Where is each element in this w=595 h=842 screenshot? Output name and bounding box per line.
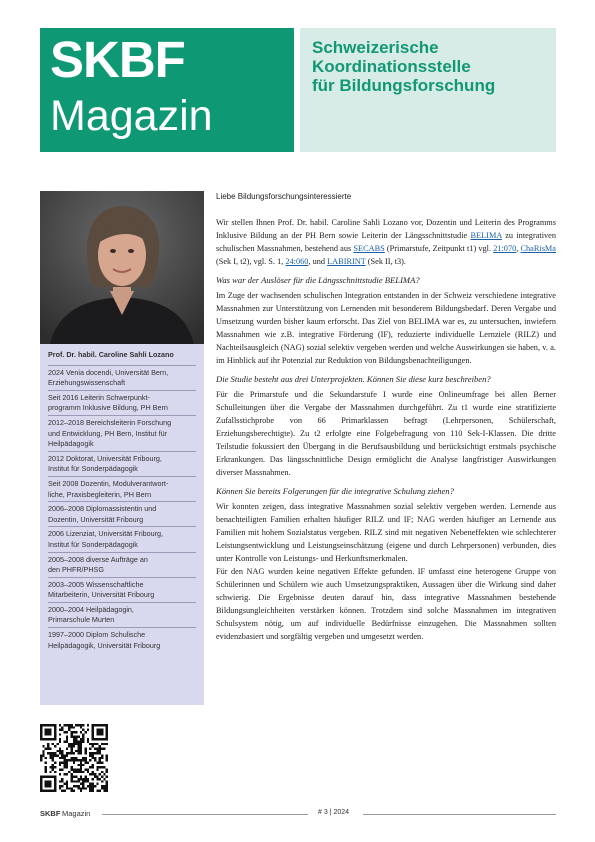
link-labirint[interactable]: LABIRINT [327,257,366,266]
question-1: Was war der Auslöser für die Längsschnittstudie BELIMA? [216,275,420,285]
intro-paragraph: Wir stellen Ihnen Prof. Dr. habil. Caroline Sahli Lozano vor, Dozentin und Leiterin des Programms Inklusive Bildung an der PH Bern sowie Leiterin der Längsschnittstudie BELIMA zu integrativen schulischen Massnahmen, bestehend aus SECABS (Primarstufe, Zeitpunkt t1) vgl. 21:070, ChaRisMa (Sek I, t2), vgl. S. 1, 24:060, und LABIRINT (Sek II, t3). [216,218,556,266]
link-secabs[interactable]: SECABS [353,244,385,253]
qr-code[interactable] [40,724,108,792]
organization-name [312,38,495,95]
answer-3-part-1: Wir konnten zeigen, dass integrative Massnahmen sozial selektiv vergeben werden. Lernende aus benachteiligten Familien erhalten häufiger RILZ und IF; NAG werden häufiger an Lernende aus Familien mit hohem Sozialstatus vergeben. RILZ sind mit negativen Nebeneffekten wie schlechterer Leistungsentwicklung und Leistungseinschätzung (eigene und durch Lehrpersonen) verbunden, dies unter Kontrolle von Leistungs- und Herkunftsmerkmalen. [216,502,556,563]
masthead [40,28,294,152]
brand-name: SKBF [50,31,185,88]
link-charisma[interactable]: ChaRisMa [520,244,556,253]
cv-entry: 2012 Doktorat, Universität Fribourg, Institut für Sonderpädagogik [48,451,196,476]
article [216,191,556,643]
cv-entry: 2000–2004 Heilpädagogin, Primarschule Murten [48,602,196,627]
qr-modules [40,724,108,792]
person-name: Prof. Dr. habil. Caroline Sahli Lozano [48,350,174,359]
answer-1: Im Zuge der wachsenden schulischen Integration entstanden in der Schweiz verschiedene integrative Massnahmen zur Unterstützung von Lernenden mit besonderem Bildungsbedarf. Deren Vergabe und Umsetzung wurden bisher kaum erforscht. Das Ziel von BELIMA war es, zu untersuchen, inwiefern Massnahmen wie z.B. integrative Förderung (IF), reduzierte individuelle Lernziele (RILZ) und Nachteilsausgleich (NAG) sozial selektiv vergeben werden und welche Auswirkungen sie haben, v. a. im Hinblick auf ihr Potenzial zur Reduktion von Bildungsbenachteiligungen. [216,291,556,365]
magazine-name: Magazin [50,92,213,140]
cv-entry: 2005–2008 diverse Aufträge an den PHFR/PHSG [48,552,196,577]
cv-entry: 2012–2018 Bereichsleiterin Forschung und Entwicklung, PH Bern, Institut für Heilpädagogik [48,415,196,451]
link-21-070[interactable]: 21:070 [493,244,517,253]
biography-sidebar [40,344,204,705]
cv-entry: 2024 Venia docendi, Universität Bern, Erziehungswissenschaft [48,365,196,390]
org-line-3: für Bildungsforschung [312,76,496,95]
footer-rule [363,814,556,815]
cv-entry: 2003–2005 Wissenschaftliche Mitarbeiterin, Universität Fribourg [48,577,196,602]
org-line-1: Schweizerische [312,38,439,57]
footer-magazine: Magazin [62,809,91,818]
cv-entry: 2006–2008 Diplomassistentin und Dozentin, Universität Fribourg [48,501,196,526]
cv-entry: Seit 2008 Dozentin, Modulverantwort- liche, Praxisbegleiterin, PH Bern [48,476,196,501]
greeting: Liebe Bildungsforschungsinteressierte [216,192,352,201]
portrait-photo [40,191,204,344]
answer-2: Für die Primarstufe und die Sekundarstufe I wurde eine Onlineumfrage bei allen Berner Schulleitungen über die Vergabe der Massnahmen durchgeführt. Zu t1 wurde eine stratifizierte Zufallsstichprobe von 66 Primarklassen befragt (Lehrpersonen, Schülerschaft, Erziehungsberechtigte). Zu t2 erfolgte eine Folgebefragung von 110 Sek-I-Klassen. Die dritte Teilstudie fokussiert den Übergang in die Berufsausbildung und berücksichtigt erstmals psychische Erkrankungen. Das längsschnittliche Design ermöglicht die Analyse langfristiger Auswirkungen diverser Massnahmen. [216,390,556,477]
question-3: Können Sie bereits Folgerungen für die integrative Schulung ziehen? [216,486,454,496]
issue-number: # 3 | 2024 [318,809,350,816]
footer [40,808,556,822]
cv-entry: 2006 Lizenziat, Universität Fribourg, Institut für Sonderpädagogik [48,526,196,551]
portrait-illustration [40,191,204,344]
cv-entry: Seit 2016 Leiterin Schwerpunkt- programm Inklusive Bildung, PH Bern [48,390,196,415]
cv-entry: 1997–2000 Diplom Schulische Heilpädagogik, Universität Fribourg [48,627,196,652]
link-24-060[interactable]: 24:060 [285,257,309,266]
footer-brand: SKBF [40,809,61,818]
question-2: Die Studie besteht aus drei Unterprojekten. Können Sie diese kurz beschreiben? [216,374,491,384]
footer-rule [102,814,308,815]
org-line-2: Koordinationsstelle [312,57,471,76]
answer-3-part-2: Für den NAG wurden keine negativen Effekte gefunden. IF umfasst eine heterogene Gruppe von Schülerinnen und Schülern wie auch Umsetzungspraktiken, Aussagen über die Wirkung sind daher schwierig. Die Ergebnisse deuten darauf hin, dass integrative Massnahmen bestehende Bildungsungleichheiten verstärken können. Trotzdem sind solche Massnahmen im integrativen Schulsystem nötig, um auf individuelle Bedürfnisse einzugehen. Die Massnahmen sollten evidenzbasiert und sorgfältig vergeben und umgesetzt werden. [216,567,556,641]
organization-box [300,28,556,152]
link-belima[interactable]: BELIMA [470,231,502,240]
